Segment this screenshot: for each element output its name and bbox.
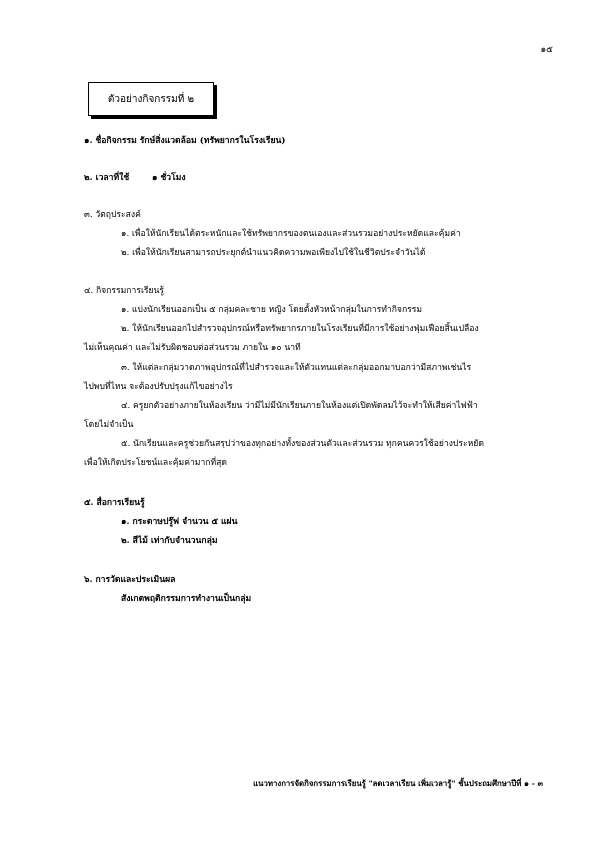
evaluation-text: สังเกตพฤติกรรมการทำงานเป็นกลุ่ม <box>121 594 252 604</box>
activity-step: ๕. นักเรียนและครูช่วยกันสรุปว่าของทุกอย่างทั้งของส่วนตัวและส่วนรวม ทุกคนควรใช้อย่างประหยัด <box>121 439 484 449</box>
activity-title: ตัวอย่างกิจกรรมที่ ๒ <box>107 93 195 105</box>
material-item: ๒. สีไม้ เท่ากับจำนวนกลุ่ม <box>121 536 218 546</box>
objective-item: ๒. เพื่อให้นักเรียนสามารถประยุกต์นำแนวคิดความพอเพียงไปใช้ในชีวิตประจำวันได้ <box>121 248 426 258</box>
activity-step-cont: ไปพบที่ไหน จะต้องปรับปรุงแก้ไขอย่างไร <box>84 382 233 392</box>
section-4-heading: ๔. กิจกรรมการเรียนรู้ <box>84 286 165 296</box>
activity-step: ๑. แบ่งนักเรียนออกเป็น ๕ กลุ่มคละชาย หญิง โดยตั้งหัวหน้ากลุ่มในการทำกิจกรรม <box>121 305 423 315</box>
activity-step: ๔. ครูยกตัวอย่างภายในห้องเรียน ว่ามีไม่มีนักเรียนภายในห้องแต่เปิดพัดลมไว้จะทำให้เสียค่าไฟฟ้า <box>121 401 478 411</box>
section-5-heading: ๕. สื่อการเรียนรู้ <box>84 498 145 508</box>
activity-title-box <box>88 82 214 116</box>
activity-step: ๓. ให้แต่ละกลุ่มวาดภาพอุปกรณ์ที่ไปสำรวจและให้ตัวแทนแต่ละกลุ่มออกมาบอกว่ามีสภาพเช่นไร <box>121 363 472 373</box>
section-2-label: ๒. เวลาที่ใช้ <box>84 173 130 183</box>
activity-step-cont: เพื่อให้เกิดประโยชน์และคุ้มค่ามากที่สุด <box>84 458 227 468</box>
activity-step-cont: ไม่เห็นคุณค่า และไม่รับผิดชอบต่อส่วนรวม ภายใน ๑๐ นาที <box>84 343 301 353</box>
section-2-value: ๑ ชั่วโมง <box>152 173 186 183</box>
section-6-heading: ๖. การวัดและประเมินผล <box>84 575 176 585</box>
page-number: ๑๕ <box>540 45 553 55</box>
activity-step: ๒. ให้นักเรียนออกไปสำรวจอุปกรณ์หรือทรัพยากรภายในโรงเรียนที่มีการใช้อย่างฟุ่มเฟือยสิ้นเปลือง <box>121 324 479 334</box>
section-1-heading: ๑. ชื่อกิจกรรม รักษ์สิ่งแวดล้อม (ทรัพยากรในโรงเรียน) <box>84 136 286 146</box>
section-3-heading: ๓. วัตถุประสงค์ <box>84 210 141 220</box>
objective-item: ๑. เพื่อให้นักเรียนได้ตระหนักและใช้ทรัพยากรของตนเองและส่วนรวมอย่างประหยัดและคุ้มค่า <box>121 229 461 239</box>
page-footer: แนวทางการจัดกิจกรรมการเรียนรู้ "ลดเวลาเรียน เพิ่มเวลารู้" ชั้นประถมศึกษาปีที่ ๑ - ๓ <box>253 779 543 788</box>
material-item: ๑. กระดาษปรู๊ฟ จำนวน ๕ แผ่น <box>121 517 238 527</box>
activity-step-cont: โดยไม่จำเป็น <box>84 420 134 430</box>
